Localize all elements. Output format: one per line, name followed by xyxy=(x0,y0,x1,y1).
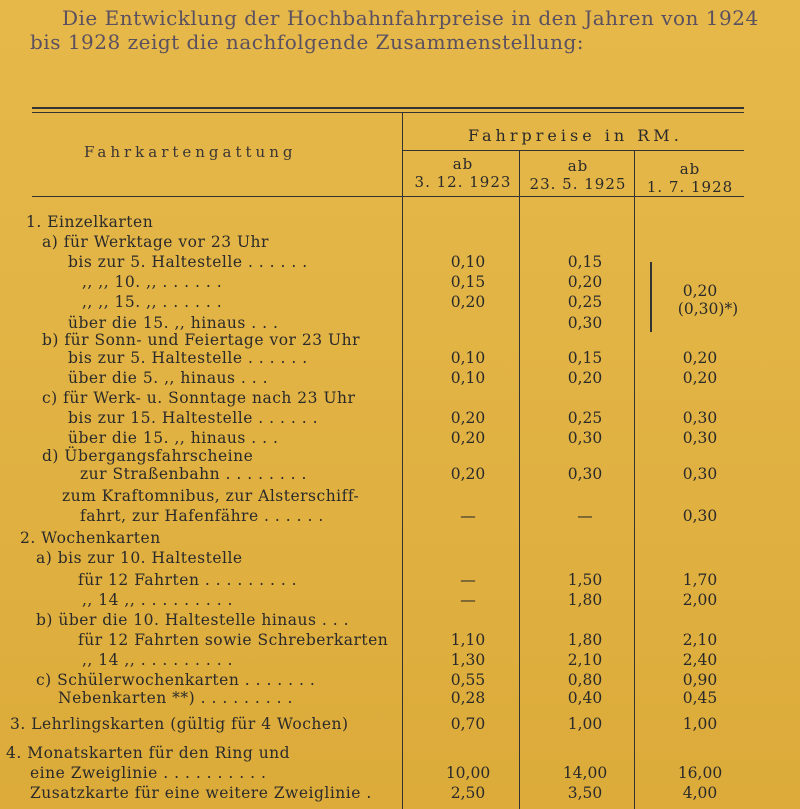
row-label: a) für Werktage vor 23 Uhr xyxy=(42,233,269,251)
column-header-3 xyxy=(640,160,740,196)
price-cell-col-3: 1,70 xyxy=(682,571,718,589)
price-cell-col-2: 1,80 xyxy=(567,591,603,609)
table-row xyxy=(0,610,800,630)
row-label: Nebenkarten **) . . . . . . . . . xyxy=(58,689,293,707)
price-cell-col-1: 0,20 xyxy=(450,293,486,311)
price-cell-col-1: — xyxy=(460,507,476,525)
table-top-rule-thin xyxy=(32,112,744,113)
row-label: 4. Monatskarten für den Ring und xyxy=(6,744,291,762)
table-row xyxy=(0,232,800,252)
price-cell-col-3: 2,10 xyxy=(682,631,718,649)
row-label: bis zur 15. Haltestelle . . . . . . xyxy=(68,409,319,427)
table-top-rule xyxy=(32,107,744,109)
row-label: c) für Werk- u. Sonntage nach 23 Uhr xyxy=(42,389,356,407)
header-category: Fahrkartengattung xyxy=(84,143,297,161)
table-row xyxy=(0,650,800,670)
table-row xyxy=(0,252,800,272)
intro-line-2: bis 1928 zeigt die nachfolgende Zusammenstellung: xyxy=(30,30,585,54)
table-row xyxy=(0,486,800,506)
row-label: über die 15. ,, hinaus . . . xyxy=(68,314,279,332)
price-cell-col-2: 0,40 xyxy=(567,689,603,707)
price-cell-col-2: 0,80 xyxy=(567,671,603,689)
brace-value-2: (0,30)*) xyxy=(677,300,739,318)
price-cell-col-2: 0,25 xyxy=(567,409,603,427)
price-cell-col-2: 0,20 xyxy=(567,273,603,291)
row-label: 1. Einzelkarten xyxy=(26,213,154,231)
price-cell-col-3: 0,20 xyxy=(682,349,718,367)
price-cell-col-2: 0,25 xyxy=(567,293,603,311)
price-cell-col-2: 1,80 xyxy=(567,631,603,649)
row-label: für 12 Fahrten sowie Schreberkarten xyxy=(78,631,389,649)
row-label: für 12 Fahrten . . . . . . . . . xyxy=(78,571,298,589)
row-label: 2. Wochenkarten xyxy=(20,529,161,547)
price-cell-col-3: 16,00 xyxy=(677,764,723,782)
price-cell-col-1: 2,50 xyxy=(450,784,486,802)
row-label: über die 15. ,, hinaus . . . xyxy=(68,429,279,447)
price-cell-col-3: 1,00 xyxy=(682,715,718,733)
price-cell-col-2: 0,15 xyxy=(567,349,603,367)
table-row xyxy=(0,590,800,610)
price-cell-col-2: 2,10 xyxy=(567,651,603,669)
price-cell-col-1: — xyxy=(460,591,476,609)
price-cell-col-2: 3,50 xyxy=(567,784,603,802)
row-label: d) Übergangsfahrscheine xyxy=(42,447,254,465)
table-row xyxy=(0,714,800,734)
column-header-ab: ab xyxy=(567,157,589,175)
header-prices: Fahrpreise in RM. xyxy=(468,126,683,145)
price-cell-col-1: 0,10 xyxy=(450,369,486,387)
row-label: eine Zweiglinie . . . . . . . . . . xyxy=(30,764,267,782)
price-cell-col-1: 0,20 xyxy=(450,465,486,483)
price-cell-col-3: 0,30 xyxy=(682,507,718,525)
price-cell-col-3: 0,90 xyxy=(682,671,718,689)
price-cell-col-2: 14,00 xyxy=(562,764,608,782)
row-label: bis zur 5. Haltestelle . . . . . . xyxy=(68,253,308,271)
row-label: bis zur 5. Haltestelle . . . . . . xyxy=(68,349,308,367)
row-label: ,, ,, 10. ,, . . . . . . xyxy=(82,273,223,291)
price-cell-col-1: 0,10 xyxy=(450,253,486,271)
table-row xyxy=(0,368,800,388)
price-cell-col-2: 1,50 xyxy=(567,571,603,589)
price-cell-col-1: 0,20 xyxy=(450,429,486,447)
header-mid-rule xyxy=(402,150,744,151)
row-label: a) bis zur 10. Haltestelle xyxy=(36,549,243,567)
row-label: fahrt, zur Hafenfähre . . . . . . xyxy=(80,507,324,525)
price-cell-col-1: 0,70 xyxy=(450,715,486,733)
price-cell-col-3: 2,00 xyxy=(682,591,718,609)
table-row xyxy=(0,506,800,526)
price-cell-col-3: 2,40 xyxy=(682,651,718,669)
price-cell-col-3: 0,30 xyxy=(682,465,718,483)
price-cell-col-2: 0,15 xyxy=(567,253,603,271)
price-cell-col-1: 0,15 xyxy=(450,273,486,291)
table-row xyxy=(0,348,800,368)
row-label: ,, 14 ,, . . . . . . . . . xyxy=(82,651,233,669)
price-cell-col-2: — xyxy=(577,507,593,525)
price-cell-col-1: 0,55 xyxy=(450,671,486,689)
column-header-1 xyxy=(408,155,518,191)
table-row xyxy=(0,528,800,548)
intro-line-1: Die Entwicklung der Hochbahnfahrpreise in den Jahren von 1924 xyxy=(62,6,759,30)
column-header-date: 1. 7. 1928 xyxy=(646,178,734,196)
column-header-2 xyxy=(524,157,632,193)
table-row xyxy=(0,212,800,232)
price-cell-col-1: 10,00 xyxy=(445,764,491,782)
column-header-ab: ab xyxy=(452,155,474,173)
table-row xyxy=(0,688,800,708)
table-row xyxy=(0,464,800,484)
row-label: ,, ,, 15. ,, . . . . . . xyxy=(82,293,223,311)
table-row xyxy=(0,408,800,428)
brace-value-1: 0,20 xyxy=(682,282,718,300)
price-cell-col-2: 1,00 xyxy=(567,715,603,733)
row-label: über die 5. ,, hinaus . . . xyxy=(68,369,269,387)
price-cell-col-3: 0,45 xyxy=(682,689,718,707)
table-row xyxy=(0,330,800,350)
price-cell-col-1: 0,20 xyxy=(450,409,486,427)
price-cell-col-1: 0,28 xyxy=(450,689,486,707)
table-row xyxy=(0,446,800,466)
column-header-date: 3. 12. 1923 xyxy=(414,173,512,191)
row-label: c) Schülerwochenkarten . . . . . . . xyxy=(36,671,316,689)
table-row xyxy=(0,763,800,783)
table-row xyxy=(0,388,800,408)
row-label: Zusatzkarte für eine weitere Zweiglinie . xyxy=(30,784,372,802)
price-cell-col-2: 0,30 xyxy=(567,465,603,483)
table-row xyxy=(0,548,800,568)
price-cell-col-1: 1,30 xyxy=(450,651,486,669)
table-row xyxy=(0,783,800,803)
price-cell-col-1: 0,10 xyxy=(450,349,486,367)
price-cell-col-3: 4,00 xyxy=(682,784,718,802)
price-cell-col-3: 0,20 xyxy=(682,369,718,387)
price-cell-col-2: 0,30 xyxy=(567,429,603,447)
table-row xyxy=(0,570,800,590)
column-header-date: 23. 5. 1925 xyxy=(529,175,627,193)
row-label: b) über die 10. Haltestelle hinaus . . . xyxy=(36,611,350,629)
row-label: b) für Sonn- und Feiertage vor 23 Uhr xyxy=(42,331,360,349)
brace-bracket xyxy=(650,262,652,332)
table-row xyxy=(0,428,800,448)
row-label: ,, 14 ,, . . . . . . . . . xyxy=(82,591,233,609)
row-label: 3. Lehrlingskarten (gültig für 4 Wochen) xyxy=(10,715,349,733)
price-cell-col-1: 1,10 xyxy=(450,631,486,649)
table-row xyxy=(0,670,800,690)
intro-text xyxy=(30,6,770,54)
header-bottom-rule xyxy=(32,196,744,197)
column-header-ab: ab xyxy=(679,160,701,178)
price-cell-col-2: 0,20 xyxy=(567,369,603,387)
table-row xyxy=(0,743,800,763)
row-label: zur Straßenbahn . . . . . . . . xyxy=(80,465,307,483)
row-label: zum Kraftomnibus, zur Alsterschiff- xyxy=(62,487,360,505)
price-cell-col-2: 0,30 xyxy=(567,314,603,332)
table-row xyxy=(0,630,800,650)
price-cell-col-3: 0,30 xyxy=(682,429,718,447)
price-cell-col-1: — xyxy=(460,571,476,589)
price-cell-col-3: 0,30 xyxy=(682,409,718,427)
